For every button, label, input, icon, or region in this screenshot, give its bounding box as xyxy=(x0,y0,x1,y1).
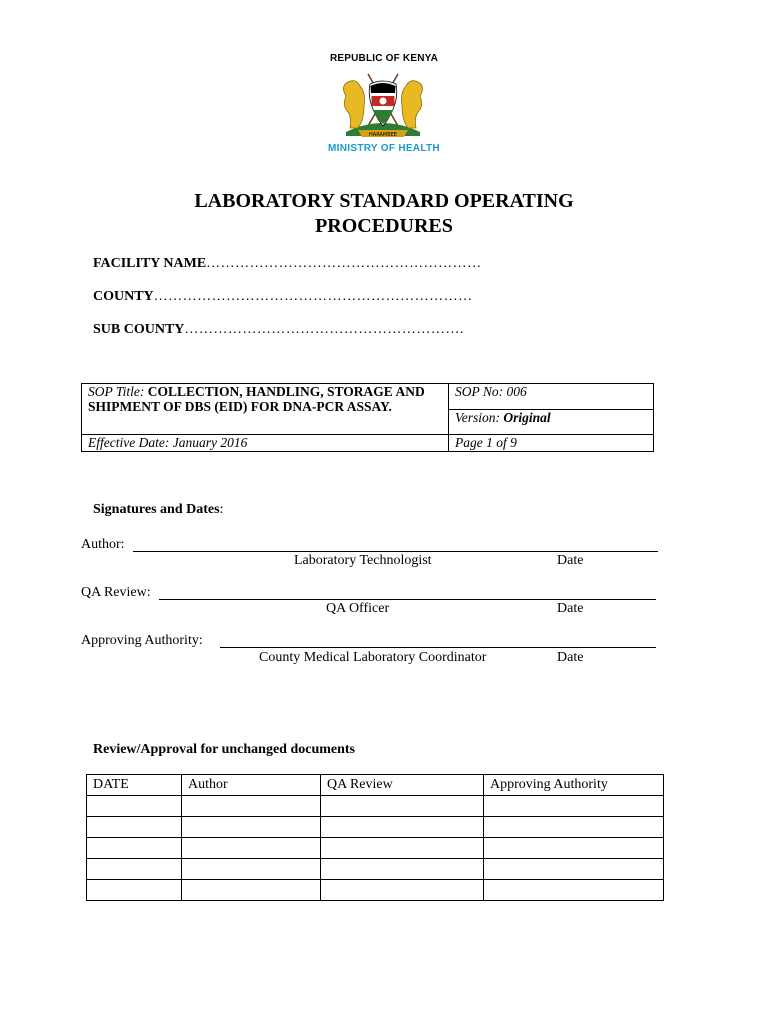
sop-number-cell: SOP No: 006 xyxy=(449,384,654,410)
document-title xyxy=(0,189,768,239)
document-title-line1: LABORATORY STANDARD OPERATING xyxy=(194,190,574,212)
sub-county-label: SUB COUNTY xyxy=(93,322,185,337)
qa-signature-line[interactable] xyxy=(159,599,656,600)
table-cell[interactable] xyxy=(182,838,321,859)
republic-heading: REPUBLIC OF KENYA xyxy=(329,53,439,64)
svg-text:HARAMBEE: HARAMBEE xyxy=(369,132,397,138)
review-col-approving-authority: Approving Authority xyxy=(484,775,664,796)
table-row xyxy=(87,859,664,880)
sop-title-cell xyxy=(82,384,449,435)
table-cell[interactable] xyxy=(87,796,182,817)
table-cell[interactable] xyxy=(182,817,321,838)
sop-title-value: COLLECTION, HANDLING, STORAGE AND SHIPMENT OF DBS (EID) FOR DNA-PCR ASSAY. xyxy=(88,384,425,414)
author-date-label: Date xyxy=(557,553,584,568)
table-cell[interactable] xyxy=(87,880,182,901)
review-col-qa-review: QA Review xyxy=(321,775,484,796)
sub-county-field[interactable] xyxy=(93,322,464,338)
approving-role: County Medical Laboratory Coordinator xyxy=(259,650,487,665)
review-heading: Review/Approval for unchanged documents xyxy=(93,742,356,757)
table-cell[interactable] xyxy=(321,817,484,838)
table-row xyxy=(87,796,664,817)
facility-name-dots: ………………………………………………… xyxy=(206,256,482,271)
table-cell[interactable] xyxy=(87,817,182,838)
ministry-heading: MINISTRY OF HEALTH xyxy=(328,143,440,154)
author-signature-line[interactable] xyxy=(133,551,658,552)
table-cell[interactable] xyxy=(484,796,664,817)
table-cell[interactable] xyxy=(484,838,664,859)
table-cell[interactable] xyxy=(87,838,182,859)
sop-page-cell: Page 1 of 9 xyxy=(449,435,654,452)
sop-effective-date-cell: Effective Date: January 2016 xyxy=(82,435,449,452)
table-cell[interactable] xyxy=(182,796,321,817)
table-row xyxy=(87,817,664,838)
sop-version-label: Version: xyxy=(455,409,500,425)
sop-version-value: Original xyxy=(503,409,551,425)
table-cell[interactable] xyxy=(87,859,182,880)
facility-name-field[interactable] xyxy=(93,256,482,272)
sub-county-dots: …………………………………………………. xyxy=(184,322,464,337)
table-cell[interactable] xyxy=(484,817,664,838)
author-role: Laboratory Technologist xyxy=(294,553,432,568)
approving-date-label: Date xyxy=(557,650,584,665)
table-row xyxy=(87,838,664,859)
author-label: Author: xyxy=(81,537,125,552)
county-field[interactable] xyxy=(93,289,473,305)
review-col-author: Author xyxy=(182,775,321,796)
table-cell[interactable] xyxy=(321,796,484,817)
review-table-header xyxy=(87,775,664,796)
sop-version-cell xyxy=(449,409,654,435)
table-cell[interactable] xyxy=(484,859,664,880)
qa-date-label: Date xyxy=(557,601,584,616)
table-cell[interactable] xyxy=(484,880,664,901)
table-cell[interactable] xyxy=(182,880,321,901)
table-cell[interactable] xyxy=(321,880,484,901)
county-label: COUNTY xyxy=(93,289,154,304)
document-title-line2: PROCEDURES xyxy=(315,215,453,237)
table-cell[interactable] xyxy=(182,859,321,880)
sop-title-label: SOP Title: xyxy=(88,384,145,399)
qa-role: QA Officer xyxy=(326,601,390,616)
kenya-coat-of-arms-icon xyxy=(332,66,434,142)
facility-name-label: FACILITY NAME xyxy=(93,256,207,271)
table-row xyxy=(87,880,664,901)
sop-info-table xyxy=(81,383,654,452)
review-col-date: DATE xyxy=(87,775,182,796)
table-cell[interactable] xyxy=(321,838,484,859)
table-cell[interactable] xyxy=(321,859,484,880)
signatures-heading: Signatures and Dates: xyxy=(93,502,224,517)
approving-signature-line[interactable] xyxy=(220,647,656,648)
qa-review-label: QA Review: xyxy=(81,585,151,600)
approving-authority-label: Approving Authority: xyxy=(81,633,203,648)
county-dots: ………………………………………………………… xyxy=(153,289,473,304)
review-table xyxy=(86,774,664,901)
